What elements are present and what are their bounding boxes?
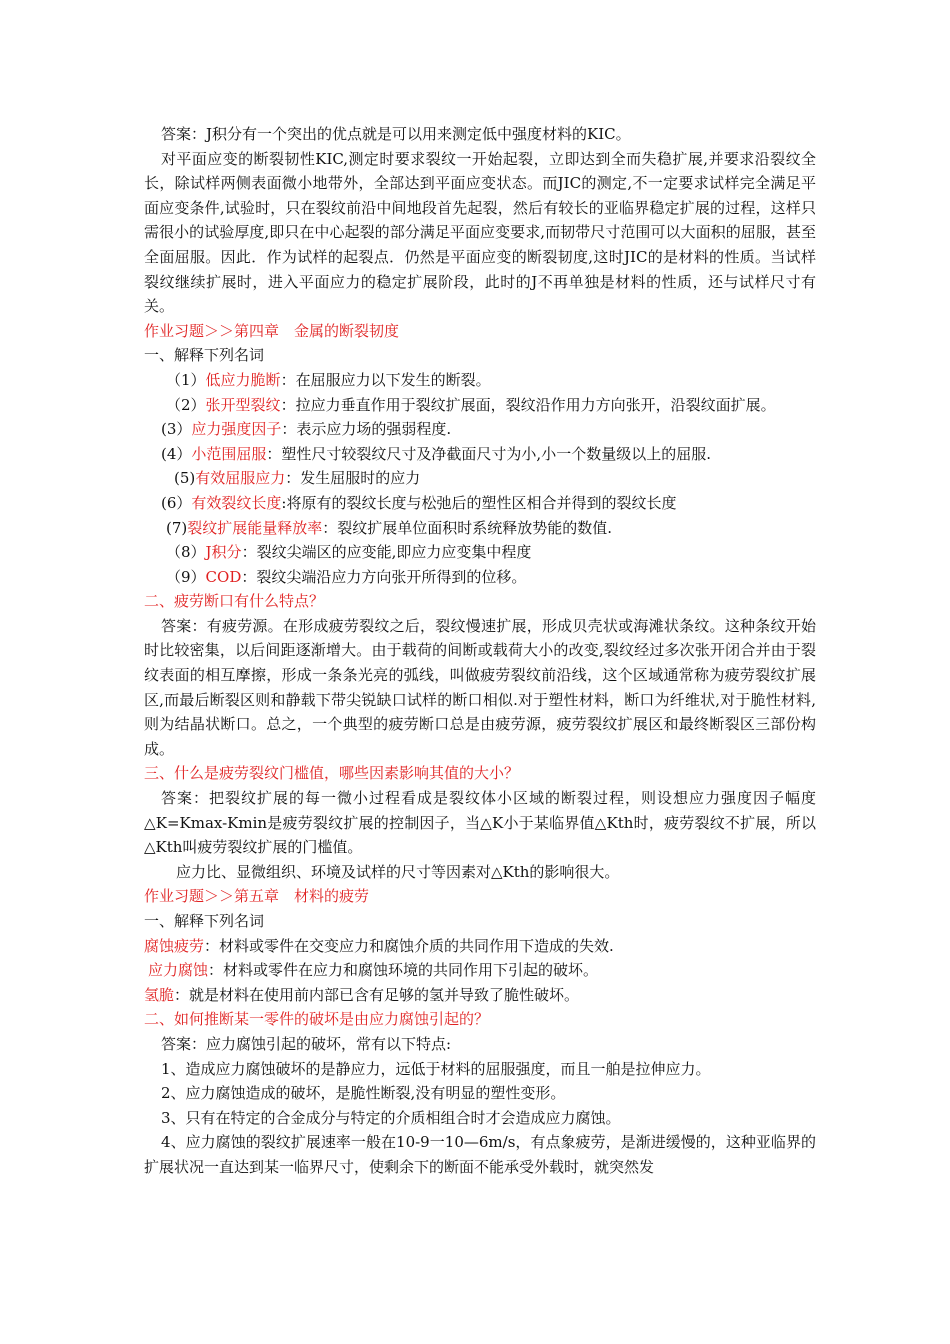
answer-paragraph: 答案：应力腐蚀引起的破坏，常有以下特点: xyxy=(161,1034,452,1053)
term-name: 低应力脆断 xyxy=(205,370,281,389)
term-name: 应力腐蚀 xyxy=(148,961,209,980)
answer-paragraph: 应力比、显微组织、环境及试样的尺寸等因素对△Kth的影响很大。 xyxy=(176,862,620,881)
question-heading: 三、什么是疲劳裂纹门槛值，哪些因素影响其值的大小？ xyxy=(144,764,520,783)
question-heading: 二、如何推断某一零件的破坏是由应力腐蚀引起的？ xyxy=(144,1010,490,1029)
answer-paragraph: 答案：把裂纹扩展的每一微小过程看成是裂纹体小区域的断裂过程，则设想应力强度因子幅度△K=Kmax-Kmin是疲劳裂纹扩展的控制因子，当△K小于某临界值△Kth时，疲劳裂纹不扩展，所以△Kth叫疲劳裂纹扩展的门槛值。 xyxy=(144,789,816,857)
body-paragraph: 对平面应变的断裂韧性KIC,测定时要求裂纹一开始起裂，立即达到全而失稳扩展,并要求沿裂纹全长，除试样两侧表面微小地带外，全部达到平面应变状态。而JIC的测定,不一定要求试样完全满足平面应变条件,试验时，只在裂纹前沿中间地段首先起裂，然后有较长的亚临界稳定扩展的过程，这样只需很小的试验厚度,即只在中心起裂的部分满足平面应变要求,而韧带尺寸范围可以大面积的屈服，甚至全面屈服。因此．作为试样的起裂点．仍然是平面应变的断裂韧度,这时JIC的是材料的性质。当试样裂纹继续扩展时，进入平面应力的稳定扩展阶段，此时的J不再单独是材料的性质，还与试样尺寸有关。 xyxy=(144,149,816,316)
term-item: (7)裂纹扩展能量释放率：裂纹扩展单位面积时系统释放势能的数值. xyxy=(166,518,613,537)
term-name: 张开型裂纹 xyxy=(205,395,281,414)
term-item: (5)有效屈服应力：发生屈服时的应力 xyxy=(174,469,421,488)
term-name: 氢脆 xyxy=(144,985,175,1004)
term-item: （1）低应力脆断：在屈服应力以下发生的断裂。 xyxy=(166,370,491,389)
term-item: 应力腐蚀：材料或零件在应力和腐蚀环境的共同作用下引起的破坏。 xyxy=(148,961,599,980)
list-item: 2、应力腐蚀造成的破坏，是脆性断裂,没有明显的塑性变形。 xyxy=(161,1084,566,1103)
term-item: 腐蚀疲劳：材料或零件在交变应力和腐蚀介质的共同作用下造成的失效. xyxy=(144,936,614,955)
chapter-5-title: 作业习题＞＞第五章 材料的疲劳 xyxy=(144,887,370,906)
term-item: (4）小范围屈服：塑性尺寸较裂纹尺寸及净截面尺寸为小,小一个数量级以上的屈服. xyxy=(161,444,711,463)
term-item: （9）COD：裂纹尖端沿应力方向张开所得到的位移。 xyxy=(166,567,527,586)
answer-paragraph: 答案：J积分有一个突出的优点就是可以用来测定低中强度材料的KIC。 xyxy=(161,125,631,143)
term-name: COD xyxy=(205,567,242,586)
term-name: 有效屈服应力 xyxy=(195,469,286,488)
question-heading: 二、疲劳断口有什么特点？ xyxy=(144,592,325,611)
term-item: (3）应力强度因子：表示应力场的强弱程度. xyxy=(161,420,452,439)
chapter-4-title: 作业习题＞＞第四章 金属的断裂韧度 xyxy=(144,321,400,340)
term-item: （8）J积分：裂纹尖端区的应变能,即应力应变集中程度 xyxy=(166,543,532,562)
list-item: 4、应力腐蚀的裂纹扩展速率一般在10-9一10—6m/s，有点象疲劳，是渐进缓慢的，这种亚临界的扩展状况一直达到某一临界尺寸，使剩余下的断面不能承受外载时，就突然发 xyxy=(144,1133,816,1176)
question-heading: 一、解释下列名词 xyxy=(144,912,265,930)
term-name: 应力强度因子 xyxy=(191,420,282,439)
term-item: 氢脆：就是材料在使用前内部已含有足够的氢并导致了脆性破坏。 xyxy=(144,985,580,1004)
term-name: 裂纹扩展能量释放率 xyxy=(187,518,323,537)
term-name: 腐蚀疲劳 xyxy=(144,936,205,955)
question-heading: 一、解释下列名词 xyxy=(144,346,265,365)
term-name: J积分 xyxy=(205,543,242,562)
term-item: （2）张开型裂纹：拉应力垂直作用于裂纹扩展面，裂纹沿作用力方向张开，沿裂纹面扩展。 xyxy=(166,395,776,414)
document-page xyxy=(144,122,816,1180)
list-item: 1、造成应力腐蚀破坏的是静应力，远低于材料的屈服强度，而且一舶是拉伸应力。 xyxy=(161,1059,711,1078)
answer-paragraph: 答案：有疲劳源。在形成疲劳裂纹之后，裂纹慢速扩展，形成贝壳状或海滩状条纹。这种条纹开始时比较密集，以后间距逐渐增大。由于载荷的间断或载荷大小的改变,裂纹经过多次张开闭合并由于裂纹表面的相互摩擦，形成一条条光亮的弧线，叫做疲劳裂纹前沿线，这个区域通常称为疲劳裂纹扩展区,而最后断裂区则和静载下带尖锐缺口试样的断口相似.对于塑性材料，断口为纤维状,对于脆性材料,则为结晶状断口。总之，一个典型的疲劳断口总是由疲劳源，疲劳裂纹扩展区和最终断裂区三部份构成。 xyxy=(144,616,816,758)
term-name: 有效裂纹长度 xyxy=(191,493,282,512)
list-item: 3、只有在特定的合金成分与特定的介质相组合时才会造成应力腐蚀。 xyxy=(161,1108,621,1127)
term-name: 小范围屈服 xyxy=(191,444,267,463)
term-item: (6）有效裂纹长度:将原有的裂纹长度与松弛后的塑性区相合并得到的裂纹长度 xyxy=(161,493,677,512)
